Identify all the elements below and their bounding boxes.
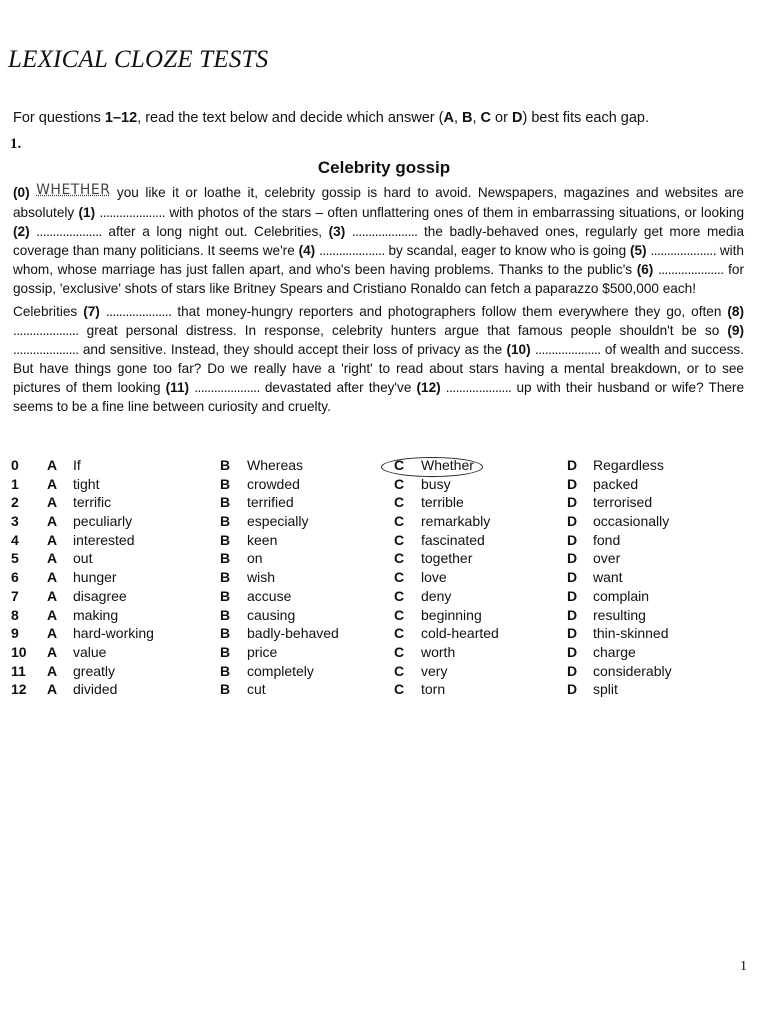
- passage-title: Celebrity gossip: [317, 158, 451, 177]
- option-b[interactable]: especially: [247, 513, 309, 530]
- example-answer: WHETHER: [36, 182, 111, 198]
- passage-text: of wealth and success. But have things gone too far? Do we really have a 'right' to read about stars having a mental breakdown, or to see pictures of them looking: [13, 342, 744, 395]
- option-d[interactable]: packed: [593, 475, 639, 492]
- option-row: [11, 568, 751, 587]
- letter-c: C: [394, 662, 405, 679]
- option-d[interactable]: thin-skinned: [593, 625, 669, 642]
- option-row: [11, 475, 751, 494]
- passage-text: and sensitive. Instead, they should accept their loss of privacy as the: [78, 342, 507, 357]
- option-row: [11, 512, 751, 531]
- option-d[interactable]: complain: [593, 587, 650, 604]
- gap-number: (5): [629, 243, 647, 258]
- option-c[interactable]: love: [421, 569, 447, 586]
- letter-b: B: [220, 457, 231, 473]
- letter-c: C: [394, 475, 405, 492]
- passage-text: that money-hungry reporters and photographers follow them everywhere they go, often: [171, 304, 728, 319]
- letter-c: C: [394, 569, 405, 586]
- letter-a: A: [47, 569, 58, 586]
- question-number: 2: [11, 494, 19, 511]
- option-a[interactable]: greatly: [73, 662, 116, 679]
- question-number: 10: [11, 643, 27, 660]
- letter-d: D: [567, 662, 578, 679]
- gap-blank: ....................: [445, 380, 512, 395]
- option-c[interactable]: terrible: [421, 494, 464, 511]
- letter-d: D: [567, 513, 578, 530]
- letter-c: C: [394, 643, 405, 660]
- gap-number: (7): [83, 304, 100, 319]
- question-number: 4: [11, 531, 19, 548]
- passage-text: with whom, whose marriage has just fallen apart, and who's been having problems. Thanks to the public's: [13, 243, 744, 277]
- letter-a: A: [47, 513, 58, 530]
- option-c[interactable]: cold-hearted: [421, 625, 499, 642]
- option-c[interactable]: beginning: [421, 606, 482, 623]
- option-row: [11, 662, 751, 681]
- option-c[interactable]: together: [421, 550, 473, 567]
- letter-d: D: [567, 606, 578, 623]
- question-number: 6: [11, 569, 19, 586]
- option-row: [11, 531, 751, 550]
- option-letter-d: D: [511, 110, 523, 126]
- gap-number: (10): [506, 342, 531, 357]
- option-d[interactable]: over: [593, 550, 621, 567]
- letter-a: A: [47, 457, 58, 473]
- option-a[interactable]: hunger: [73, 569, 117, 586]
- letter-d: D: [567, 457, 578, 473]
- passage-text: up with their husband or wife? There seems to be a fine line between curiosity and cruelty.: [13, 380, 745, 414]
- gap-blank: ....................: [319, 243, 385, 258]
- option-a[interactable]: disagree: [73, 587, 127, 604]
- letter-c: C: [394, 681, 405, 698]
- letter-a: A: [47, 606, 58, 623]
- gap-blank: ....................: [36, 224, 102, 239]
- passage-paragraph-2: [13, 302, 744, 416]
- option-b[interactable]: price: [247, 643, 278, 660]
- option-a[interactable]: making: [73, 606, 119, 623]
- exercise-number: 1.: [10, 136, 22, 152]
- instructions-text: ) best fits each gap.: [522, 110, 650, 126]
- instructions: [13, 110, 753, 126]
- option-letter-b: B: [462, 110, 473, 126]
- separator: ,: [472, 110, 481, 126]
- option-d[interactable]: charge: [593, 643, 636, 660]
- letter-a: A: [47, 494, 58, 511]
- passage-paragraph-1: [13, 183, 744, 298]
- option-b[interactable]: terrified: [247, 494, 294, 511]
- letter-b: B: [220, 531, 231, 548]
- option-c[interactable]: Whether: [421, 457, 474, 473]
- gap-number: (9): [727, 323, 744, 338]
- question-number: 5: [11, 550, 19, 567]
- option-d[interactable]: fond: [593, 531, 621, 548]
- letter-c: C: [394, 587, 405, 604]
- letter-b: B: [220, 606, 231, 623]
- letter-b: B: [220, 494, 231, 511]
- gap-blank: ....................: [13, 342, 79, 357]
- option-c[interactable]: torn: [421, 681, 446, 698]
- letter-c: C: [394, 457, 405, 473]
- gap-number: (2): [13, 224, 30, 239]
- option-c[interactable]: busy: [421, 475, 451, 492]
- passage-text: the badly-behaved ones, regularly get more media coverage than many politicians. It seems we're: [13, 224, 744, 258]
- letter-a: A: [47, 531, 58, 548]
- gap-blank: ....................: [105, 304, 172, 319]
- option-b[interactable]: Whereas: [247, 457, 304, 473]
- gap-number: (11): [165, 380, 190, 395]
- option-d[interactable]: Regardless: [593, 457, 664, 473]
- gap-number: (12): [416, 380, 441, 395]
- letter-d: D: [567, 569, 578, 586]
- answer-options-table: [11, 456, 751, 699]
- option-c[interactable]: very: [421, 662, 448, 679]
- gap-blank: ....................: [650, 243, 716, 258]
- separator: ,: [453, 110, 462, 126]
- passage-text: by scandal, eager to know who is going: [384, 243, 630, 258]
- letter-c: C: [394, 625, 405, 642]
- option-c[interactable]: remarkably: [421, 513, 491, 530]
- option-b[interactable]: keen: [247, 531, 278, 548]
- option-b[interactable]: wish: [247, 569, 276, 586]
- gap-blank: ....................: [534, 342, 601, 357]
- question-number: 7: [11, 587, 19, 604]
- letter-b: B: [220, 625, 231, 642]
- letter-c: C: [394, 531, 405, 548]
- question-number: 0: [11, 457, 19, 473]
- letter-a: A: [47, 587, 58, 604]
- option-row: [11, 587, 751, 606]
- letter-c: C: [394, 513, 405, 530]
- option-d[interactable]: considerably: [593, 662, 672, 679]
- passage-text: you like it or loathe it, celebrity gossip is hard to avoid. Newspapers, magazines and websites are absolutely: [13, 185, 744, 220]
- letter-d: D: [567, 494, 578, 511]
- option-a[interactable]: hard-working: [73, 625, 154, 642]
- letter-d: D: [567, 587, 578, 604]
- question-number: 12: [11, 681, 27, 698]
- option-a[interactable]: divided: [73, 681, 118, 698]
- option-b[interactable]: cut: [247, 681, 266, 698]
- instructions-text: For questions: [13, 110, 105, 126]
- gap-number: (4): [298, 243, 316, 258]
- option-b[interactable]: badly-behaved: [247, 625, 339, 642]
- option-a[interactable]: tight: [73, 475, 100, 492]
- letter-d: D: [567, 625, 578, 642]
- option-b[interactable]: causing: [247, 606, 296, 623]
- letter-b: B: [220, 569, 231, 586]
- gap-blank: ....................: [99, 205, 166, 220]
- option-row: [11, 680, 751, 699]
- letter-a: A: [47, 625, 58, 642]
- option-a[interactable]: peculiarly: [73, 513, 133, 530]
- letter-d: D: [567, 681, 578, 698]
- letter-a: A: [47, 550, 58, 567]
- option-a[interactable]: If: [73, 457, 81, 473]
- option-c[interactable]: fascinated: [421, 531, 485, 548]
- gap-number: (3): [328, 224, 346, 239]
- option-a[interactable]: out: [73, 550, 93, 567]
- gap-blank: ....................: [351, 224, 418, 239]
- question-number: 9: [11, 625, 19, 642]
- passage-text: after a long night out. Celebrities,: [101, 224, 329, 239]
- passage-text: with photos of the stars – often unflattering ones of them in embarrassing situations, or looking: [165, 205, 745, 220]
- question-number: 11: [11, 662, 26, 679]
- question-number: 8: [11, 606, 19, 623]
- letter-b: B: [220, 681, 231, 698]
- letter-b: B: [220, 550, 231, 567]
- question-number: 1: [11, 475, 19, 492]
- letter-a: A: [47, 681, 58, 698]
- option-d[interactable]: occasionally: [593, 513, 670, 530]
- option-a[interactable]: terrific: [73, 494, 112, 511]
- option-d[interactable]: split: [593, 681, 618, 698]
- option-d[interactable]: want: [593, 569, 623, 586]
- passage-text: great personal distress. In response, celebrity hunters argue that famous people shouldn't be so: [78, 323, 728, 338]
- option-c[interactable]: deny: [421, 587, 452, 604]
- option-letter-c: C: [480, 110, 492, 126]
- gap-blank: ....................: [13, 323, 79, 338]
- option-row: [11, 549, 751, 568]
- page-number: 1: [740, 959, 747, 974]
- letter-d: D: [567, 643, 578, 660]
- passage-text: devastated after they've: [259, 380, 417, 395]
- instructions-text: , read the text below and decide which answer (: [137, 110, 444, 126]
- option-row: [11, 643, 751, 662]
- letter-a: A: [47, 643, 58, 660]
- gap-blank: ....................: [194, 380, 260, 395]
- letter-c: C: [394, 550, 405, 567]
- separator: or: [491, 110, 512, 126]
- option-d[interactable]: terrorised: [593, 494, 653, 511]
- letter-b: B: [220, 513, 231, 530]
- letter-d: D: [567, 531, 578, 548]
- option-b[interactable]: completely: [247, 662, 314, 679]
- gap-blank: ....................: [657, 262, 724, 277]
- option-d[interactable]: resulting: [593, 606, 646, 623]
- letter-b: B: [220, 643, 231, 660]
- letter-a: A: [47, 662, 58, 679]
- option-b[interactable]: accuse: [247, 587, 292, 604]
- option-b[interactable]: crowded: [247, 475, 300, 492]
- option-a[interactable]: interested: [73, 531, 135, 548]
- passage: [13, 183, 744, 420]
- option-letter-a: A: [443, 110, 454, 126]
- option-b[interactable]: on: [247, 550, 263, 567]
- gap-number: (8): [727, 304, 745, 319]
- letter-d: D: [567, 475, 578, 492]
- letter-b: B: [220, 475, 231, 492]
- passage-text: for gossip, 'exclusive' shots of stars like Britney Spears and Cristiano Ronaldo can fetch a paparazzo $500,000 each!: [13, 262, 745, 296]
- letter-c: C: [394, 606, 405, 623]
- letter-a: A: [47, 475, 58, 492]
- gap-number: (6): [636, 262, 654, 277]
- letter-c: C: [394, 494, 405, 511]
- option-row: [11, 624, 751, 643]
- option-a[interactable]: value: [73, 643, 107, 660]
- option-row: [11, 493, 751, 512]
- passage-text: Celebrities: [13, 304, 84, 319]
- letter-b: B: [220, 662, 231, 679]
- answer-circle-mark: [381, 457, 483, 477]
- gap-number: (0): [13, 185, 30, 200]
- document-title: LEXICAL CLOZE TESTS: [8, 46, 269, 73]
- option-row: [11, 606, 751, 625]
- letter-b: B: [220, 587, 231, 604]
- option-c[interactable]: worth: [421, 643, 456, 660]
- question-range: 1–12: [104, 110, 138, 126]
- question-number: 3: [11, 513, 19, 530]
- letter-d: D: [567, 550, 578, 567]
- gap-number: (1): [78, 205, 96, 220]
